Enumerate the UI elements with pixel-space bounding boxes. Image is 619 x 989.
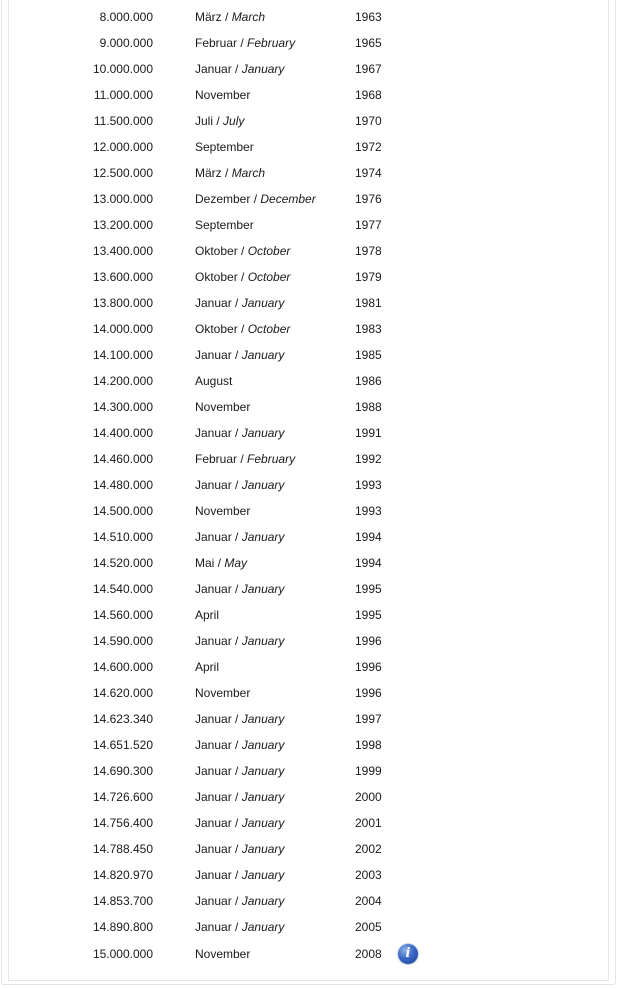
month-english: March (231, 166, 266, 180)
production-count: 11.000.000 (93, 88, 153, 102)
production-count: 14.460.000 (92, 452, 153, 466)
month-separator: / (231, 920, 242, 934)
month-german: Oktober (195, 322, 238, 336)
table-row (0, 706, 619, 732)
month-german: September (195, 140, 254, 154)
month-german: November (195, 504, 251, 518)
table-row (0, 238, 619, 264)
year-cell: 1981 (355, 296, 382, 310)
month-german: Januar (195, 842, 232, 856)
month-cell (195, 706, 345, 732)
month-german: November (195, 88, 251, 102)
month-cell (195, 394, 345, 420)
table-row (0, 758, 619, 784)
year-cell: 2008 (355, 947, 382, 961)
year-cell: 2003 (355, 868, 382, 882)
month-cell (195, 654, 345, 680)
month-english: January (241, 634, 285, 648)
year-cell: 1977 (355, 218, 382, 232)
month-separator: / (214, 556, 225, 570)
year-cell: 1994 (355, 530, 382, 544)
year-cell: 1986 (355, 374, 382, 388)
month-german: November (195, 947, 251, 961)
month-english: March (231, 10, 266, 24)
year-cell: 1994 (355, 556, 382, 570)
year-cell: 1974 (355, 166, 382, 180)
month-english: February (247, 452, 296, 466)
table-row (0, 654, 619, 680)
month-english: January (241, 790, 285, 804)
month-english: January (241, 868, 285, 882)
table-row (0, 940, 619, 968)
month-german: Januar (195, 790, 232, 804)
year-cell: 1967 (355, 62, 382, 76)
table-row (0, 524, 619, 550)
year-cell: 1997 (355, 712, 382, 726)
year-cell: 1988 (355, 400, 382, 414)
month-cell (195, 316, 345, 342)
production-count: 14.788.450 (92, 842, 153, 856)
production-count: 14.100.000 (92, 348, 153, 362)
month-separator: / (231, 348, 242, 362)
month-german: Februar (195, 452, 238, 466)
month-separator: / (231, 582, 242, 596)
table-row (0, 498, 619, 524)
month-german: Januar (195, 712, 232, 726)
table-row (0, 134, 619, 160)
month-cell (195, 524, 345, 550)
production-count: 14.726.600 (92, 790, 153, 804)
year-cell: 1998 (355, 738, 382, 752)
production-count: 14.623.340 (92, 712, 153, 726)
month-cell (195, 602, 345, 628)
month-german: Januar (195, 868, 232, 882)
month-german: Januar (195, 348, 232, 362)
table-row (0, 342, 619, 368)
month-german: Januar (195, 62, 232, 76)
month-english: January (241, 296, 285, 310)
month-cell (195, 342, 345, 368)
production-count: 14.756.400 (92, 816, 153, 830)
month-cell (195, 498, 345, 524)
production-count: 14.620.000 (92, 686, 153, 700)
month-german: November (195, 686, 251, 700)
year-cell: 1972 (355, 140, 382, 154)
month-cell (195, 420, 345, 446)
month-german: Januar (195, 530, 232, 544)
month-german: Januar (195, 920, 232, 934)
month-german: Januar (195, 816, 232, 830)
year-cell: 1991 (355, 426, 382, 440)
production-count: 14.690.300 (92, 764, 153, 778)
month-english: January (241, 582, 285, 596)
year-cell: 1996 (355, 634, 382, 648)
year-cell: 1995 (355, 582, 382, 596)
month-cell (195, 472, 345, 498)
month-english: January (241, 764, 285, 778)
month-english: January (241, 712, 285, 726)
year-cell: 1985 (355, 348, 382, 362)
month-separator: / (221, 166, 232, 180)
year-cell: 2002 (355, 842, 382, 856)
production-milestones-table (0, 4, 619, 968)
month-english: December (260, 192, 316, 206)
production-count: 13.400.000 (92, 244, 153, 258)
table-row (0, 732, 619, 758)
year-cell: 1996 (355, 686, 382, 700)
table-row (0, 56, 619, 82)
month-english: October (247, 244, 291, 258)
production-count: 14.200.000 (92, 374, 153, 388)
month-cell (195, 758, 345, 784)
month-cell (195, 160, 345, 186)
month-separator: / (231, 530, 242, 544)
month-german: Januar (195, 426, 232, 440)
month-separator: / (231, 842, 242, 856)
month-separator: / (231, 868, 242, 882)
month-cell (195, 628, 345, 654)
production-count: 14.520.000 (92, 556, 153, 570)
month-german: Januar (195, 582, 232, 596)
year-cell: 1992 (355, 452, 382, 466)
month-cell (195, 4, 345, 30)
month-cell (195, 576, 345, 602)
month-cell (195, 368, 345, 394)
month-german: Oktober (195, 270, 238, 284)
table-row (0, 836, 619, 862)
production-count: 14.500.000 (92, 504, 153, 518)
table-row (0, 108, 619, 134)
month-english: October (247, 322, 291, 336)
year-cell: 2005 (355, 920, 382, 934)
table-row (0, 264, 619, 290)
month-separator: / (231, 426, 242, 440)
year-cell: 1993 (355, 478, 382, 492)
month-separator: / (231, 816, 242, 830)
month-german: April (195, 608, 220, 622)
month-cell (195, 30, 345, 56)
production-count: 10.000.000 (92, 62, 153, 76)
month-german: März (195, 10, 222, 24)
month-cell (195, 550, 345, 576)
month-separator: / (231, 738, 242, 752)
table-row (0, 394, 619, 420)
month-separator: / (237, 270, 248, 284)
table-row (0, 810, 619, 836)
production-count: 14.300.000 (92, 400, 153, 414)
month-separator: / (231, 894, 242, 908)
year-cell: 1979 (355, 270, 382, 284)
month-separator: / (231, 764, 242, 778)
year-cell: 2001 (355, 816, 382, 830)
month-english: January (241, 478, 285, 492)
production-count: 13.000.000 (92, 192, 153, 206)
production-count: 15.000.000 (92, 947, 153, 961)
production-count: 12.000.000 (92, 140, 153, 154)
month-cell (195, 82, 345, 108)
month-german: Januar (195, 894, 232, 908)
table-row (0, 212, 619, 238)
month-german: Januar (195, 634, 232, 648)
month-german: Mai (195, 556, 215, 570)
month-separator: / (231, 296, 242, 310)
year-cell: 1995 (355, 608, 382, 622)
table-row (0, 472, 619, 498)
year-cell: 1993 (355, 504, 382, 518)
table-row (0, 862, 619, 888)
table-row (0, 368, 619, 394)
production-count: 14.853.700 (92, 894, 153, 908)
table-row (0, 602, 619, 628)
month-cell (195, 810, 345, 836)
month-cell (195, 680, 345, 706)
info-icon[interactable]: i (398, 944, 418, 964)
month-cell (195, 888, 345, 914)
production-count: 14.600.000 (92, 660, 153, 674)
year-cell: 2000 (355, 790, 382, 804)
table-row (0, 576, 619, 602)
table-row (0, 420, 619, 446)
month-english: January (241, 426, 285, 440)
month-separator: / (231, 478, 242, 492)
year-cell: 1983 (355, 322, 382, 336)
month-cell (195, 186, 345, 212)
month-separator: / (237, 452, 248, 466)
month-separator: / (231, 634, 242, 648)
month-english: January (241, 816, 285, 830)
year-cell: 1965 (355, 36, 382, 50)
month-cell (195, 264, 345, 290)
month-german: Juli (195, 114, 214, 128)
table-row (0, 82, 619, 108)
month-german: April (195, 660, 220, 674)
table-row (0, 160, 619, 186)
month-english: May (224, 556, 248, 570)
production-count: 13.200.000 (92, 218, 153, 232)
table-row (0, 290, 619, 316)
table-row (0, 628, 619, 654)
production-count: 12.500.000 (92, 166, 153, 180)
month-german: Dezember (195, 192, 251, 206)
month-separator: / (237, 322, 248, 336)
production-count: 13.800.000 (92, 296, 153, 310)
production-count: 14.400.000 (92, 426, 153, 440)
production-count: 14.560.000 (92, 608, 153, 622)
month-separator: / (231, 62, 242, 76)
month-german: Februar (195, 36, 238, 50)
year-cell: 1999 (355, 764, 382, 778)
month-german: Januar (195, 738, 232, 752)
month-separator: / (231, 712, 242, 726)
table-row (0, 888, 619, 914)
year-cell: 1976 (355, 192, 382, 206)
production-count: 14.000.000 (92, 322, 153, 336)
month-separator: / (221, 10, 232, 24)
table-row (0, 784, 619, 810)
month-english: October (247, 270, 291, 284)
table-row (0, 4, 619, 30)
month-cell (195, 134, 345, 160)
month-german: August (195, 374, 233, 388)
month-cell (195, 784, 345, 810)
table-row (0, 914, 619, 940)
production-count: 11.500.000 (93, 114, 153, 128)
table-row (0, 446, 619, 472)
month-german: Januar (195, 296, 232, 310)
production-count: 14.510.000 (92, 530, 153, 544)
table-row (0, 316, 619, 342)
month-cell (195, 238, 345, 264)
month-cell (195, 290, 345, 316)
production-count: 14.480.000 (92, 478, 153, 492)
production-count: 14.890.800 (92, 920, 153, 934)
month-german: September (195, 218, 254, 232)
year-cell: 1978 (355, 244, 382, 258)
month-cell (195, 862, 345, 888)
month-cell (195, 836, 345, 862)
month-cell (195, 914, 345, 940)
table-row (0, 550, 619, 576)
month-cell (195, 56, 345, 82)
month-english: January (241, 738, 285, 752)
month-english: January (241, 842, 285, 856)
month-english: January (241, 62, 285, 76)
table-row (0, 680, 619, 706)
month-english: July (223, 114, 245, 128)
production-count: 13.600.000 (92, 270, 153, 284)
month-separator: / (237, 36, 248, 50)
month-english: February (247, 36, 296, 50)
table-row (0, 30, 619, 56)
month-english: January (241, 348, 285, 362)
year-cell: 1970 (355, 114, 382, 128)
month-separator: / (213, 114, 224, 128)
month-separator: / (250, 192, 261, 206)
production-count: 9.000.000 (99, 36, 153, 50)
month-cell (195, 446, 345, 472)
table-row (0, 186, 619, 212)
month-english: January (241, 530, 285, 544)
month-cell (195, 212, 345, 238)
year-cell: 1996 (355, 660, 382, 674)
month-cell (195, 732, 345, 758)
month-german: Januar (195, 764, 232, 778)
month-cell (195, 108, 345, 134)
month-german: November (195, 400, 251, 414)
production-count: 14.651.520 (92, 738, 153, 752)
month-german: Oktober (195, 244, 238, 258)
year-cell: 1963 (355, 10, 382, 24)
production-count: 14.590.000 (92, 634, 153, 648)
month-english: January (241, 894, 285, 908)
production-count: 8.000.000 (99, 10, 153, 24)
production-count: 14.820.970 (92, 868, 153, 882)
month-separator: / (237, 244, 248, 258)
month-english: January (241, 920, 285, 934)
year-cell: 1968 (355, 88, 382, 102)
month-separator: / (231, 790, 242, 804)
month-german: Januar (195, 478, 232, 492)
year-cell: 2004 (355, 894, 382, 908)
month-german: März (195, 166, 222, 180)
production-count: 14.540.000 (92, 582, 153, 596)
month-cell (195, 940, 345, 968)
